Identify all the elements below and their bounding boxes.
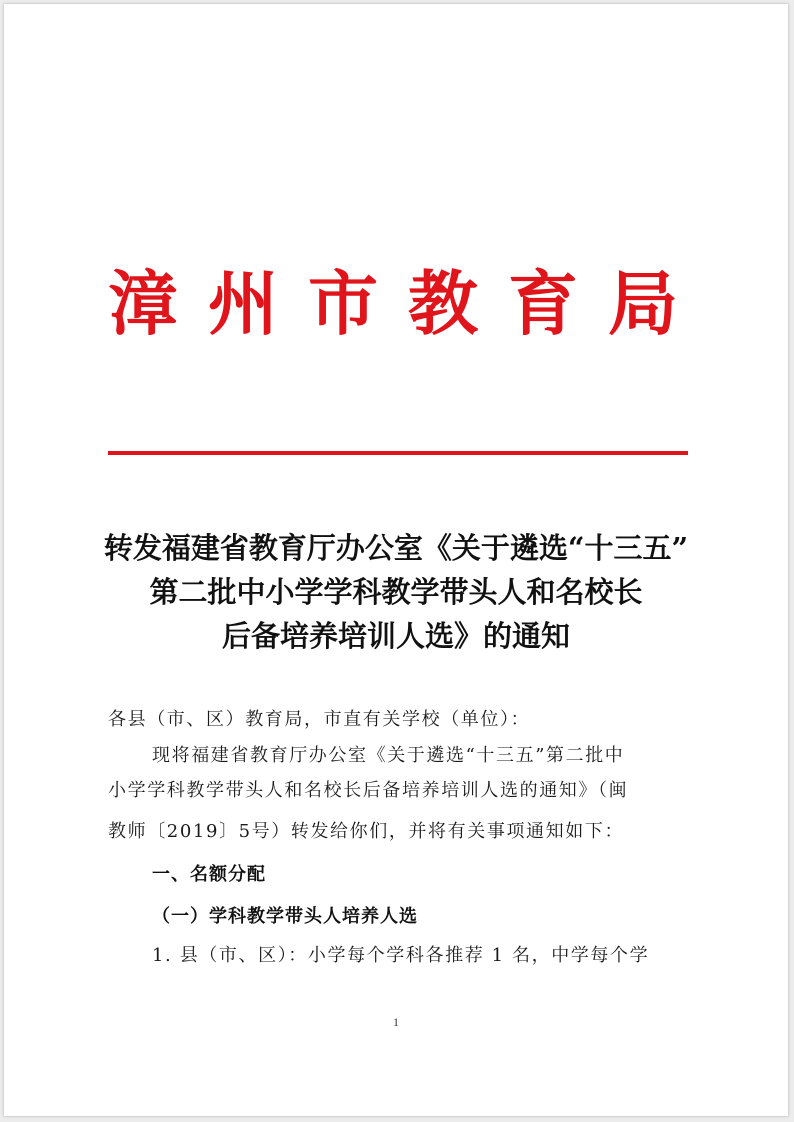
body-paragraph-line: 现将福建省教育厅办公室《关于遴选“十三五”第二批中 xyxy=(152,745,625,766)
page-number: 1 xyxy=(393,1015,399,1029)
section-heading: 一、名额分配 xyxy=(152,864,266,885)
salutation: 各县（市、区）教育局，市直有关学校（单位）： xyxy=(108,709,531,730)
document-page xyxy=(4,4,788,1116)
subsection-heading: （一）学科教学带头人培养人选 xyxy=(152,906,418,927)
issuer-masthead: 漳州市教育局 xyxy=(108,262,708,345)
body-paragraph-line: 小学学科教学带头人和名校长后备培养培训人选的通知》（闽 xyxy=(108,780,629,801)
document-title-line: 转发福建省教育厅办公室《关于遴选“十三五” xyxy=(103,531,689,565)
list-item: 1. 县（市、区）：小学每个学科各推荐 1 名，中学每个学 xyxy=(152,945,650,966)
body-paragraph-line: 教师〔2019〕5号）转发给你们，并将有关事项通知如下： xyxy=(108,821,625,842)
document-title-line: 后备培养培训人选》的通知 xyxy=(221,619,570,653)
red-separator-rule xyxy=(108,451,688,455)
document-title-line: 第二批中小学学科教学带头人和名校长 xyxy=(149,575,643,609)
document-title xyxy=(4,526,788,658)
